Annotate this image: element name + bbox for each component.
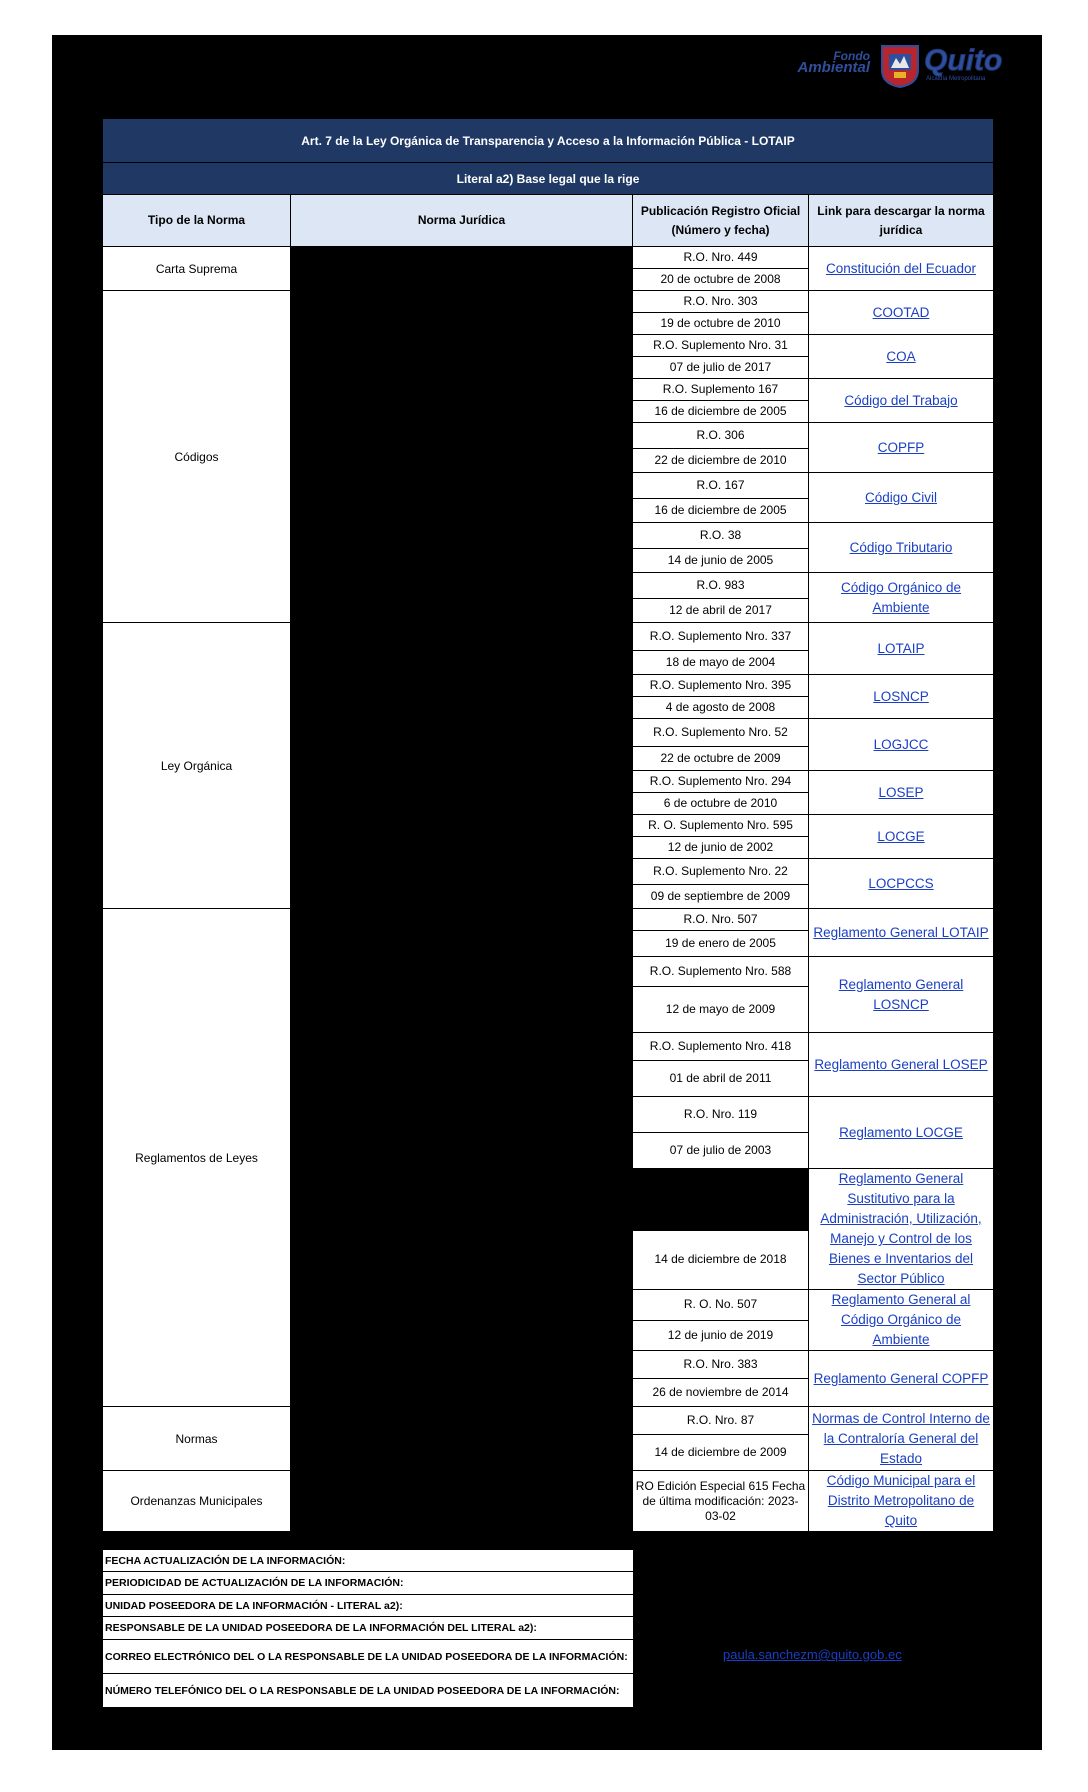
publicacion-cell: RO Edición Especial 615 Fecha de última modificación: 2023-03-02 — [633, 1471, 809, 1532]
fecha-publicacion-cell: 14 de diciembre de 2009 — [633, 1435, 809, 1471]
norma-download-link[interactable]: LOTAIP — [877, 640, 925, 656]
link-cell — [809, 291, 994, 335]
link-cell — [809, 623, 994, 675]
fecha-publicacion-cell: 14 de junio de 2005 — [633, 549, 809, 573]
norma-download-link[interactable]: Reglamento General COPFP — [813, 1370, 989, 1386]
fecha-publicacion-cell: 12 de junio de 2002 — [633, 837, 809, 859]
link-cell — [809, 1033, 994, 1097]
link-cell — [809, 379, 994, 423]
tipo-norma-cell: Códigos — [103, 291, 291, 623]
link-cell — [809, 1290, 994, 1351]
norma-download-link[interactable]: Código Municipal para el Distrito Metropolitano de Quito — [826, 1473, 976, 1528]
tipo-norma-cell: Reglamentos de Leyes — [103, 909, 291, 1407]
link-cell — [809, 719, 994, 771]
footer-telefono-label: NÚMERO TELEFÓNICO DEL O LA RESPONSABLE DE LA UNIDAD POSEEDORA DE LA INFORMACIÓN: — [103, 1674, 634, 1708]
fecha-publicacion-cell: 19 de octubre de 2010 — [633, 313, 809, 335]
fecha-publicacion-cell: 18 de mayo de 2004 — [633, 651, 809, 675]
norma-download-link[interactable]: Constitución del Ecuador — [825, 260, 977, 276]
fecha-publicacion-cell: 07 de julio de 2003 — [633, 1133, 809, 1169]
tipo-norma-cell: Ordenanzas Municipales — [103, 1471, 291, 1532]
column-header-tipo: Tipo de la Norma — [103, 195, 291, 247]
fecha-publicacion-cell: 07 de julio de 2017 — [633, 357, 809, 379]
responsable-email-link[interactable]: paula.sanchezm@quito.gob.ec — [723, 1647, 902, 1662]
footer-responsable-label: RESPONSABLE DE LA UNIDAD POSEEDORA DE LA INFORMACIÓN DEL LITERAL a2): — [103, 1617, 634, 1640]
footer-fecha-label: FECHA ACTUALIZACIÓN DE LA INFORMACIÓN: — [103, 1550, 634, 1572]
registro-oficial-cell: R.O. Suplemento Nro. 337 — [633, 623, 809, 651]
link-cell — [809, 859, 994, 909]
fecha-publicacion-cell: 16 de diciembre de 2005 — [633, 401, 809, 423]
column-header-publicacion: Publicación Registro Oficial (Número y fecha) — [633, 195, 809, 247]
norma-download-link[interactable]: LOSNCP — [873, 688, 929, 704]
column-header-link: Link para descargar la norma jurídica — [809, 195, 994, 247]
link-cell — [809, 473, 994, 523]
norma-download-link[interactable]: Código Tributario — [849, 539, 953, 555]
norma-download-link[interactable]: COA — [886, 348, 916, 364]
registro-oficial-cell: R.O. 167 — [633, 473, 809, 499]
fecha-publicacion-cell: 14 de diciembre de 2018 — [633, 1230, 809, 1289]
link-cell — [809, 771, 994, 815]
footer-periodicidad-label: PERIODICIDAD DE ACTUALIZACIÓN DE LA INFORMACIÓN: — [103, 1572, 634, 1595]
fecha-publicacion-cell: 09 de septiembre de 2009 — [633, 885, 809, 909]
registro-oficial-cell: R.O. Suplemento Nro. 31 — [633, 335, 809, 357]
norma-download-link[interactable]: Código del Trabajo — [844, 392, 958, 408]
link-cell — [809, 573, 994, 623]
norma-download-link[interactable]: Código Orgánico de Ambiente — [840, 579, 962, 615]
registro-oficial-cell: R.O. Suplemento Nro. 418 — [633, 1033, 809, 1061]
link-cell — [809, 1407, 994, 1471]
registro-oficial-cell: R.O. Nro. 507 — [633, 909, 809, 931]
registro-oficial-cell: R.O. Nro. 87 — [633, 1407, 809, 1435]
registro-oficial-cell: R.O. Nro. 303 — [633, 291, 809, 313]
registro-oficial-cell: R. O. No. 507 — [633, 1290, 809, 1321]
link-cell — [809, 675, 994, 719]
fecha-publicacion-cell: 16 de diciembre de 2005 — [633, 499, 809, 523]
fecha-publicacion-cell: 20 de octubre de 2008 — [633, 269, 809, 291]
table-subtitle: Literal a2) Base legal que la rige — [103, 163, 994, 195]
registro-oficial-cell: R.O. Suplemento Nro. 52 — [633, 719, 809, 747]
link-cell — [809, 1351, 994, 1407]
registro-oficial-cell: R.O. Suplemento Nro. 294 — [633, 771, 809, 793]
norma-download-link[interactable]: Normas de Control Interno de la Contraloría General del Estado — [812, 1410, 990, 1466]
footer-correo-label: CORREO ELECTRÓNICO DEL O LA RESPONSABLE DE LA UNIDAD POSEEDORA DE LA INFORMACIÓN: — [103, 1640, 634, 1674]
table-row — [103, 247, 994, 269]
norma-download-link[interactable]: Reglamento General LOSNCP — [838, 976, 964, 1012]
link-cell — [809, 247, 994, 291]
fecha-publicacion-cell: 19 de enero de 2005 — [633, 931, 809, 957]
tipo-norma-cell: Ley Orgánica — [103, 623, 291, 909]
logo-tagline: Alcaldía Metropolitana — [926, 76, 986, 82]
footer-info-table — [102, 1549, 634, 1708]
registro-oficial-cell: R.O. Suplemento 167 — [633, 379, 809, 401]
norma-download-link[interactable]: Reglamento LOCGE — [839, 1124, 963, 1140]
registro-oficial-cell: R.O. 983 — [633, 573, 809, 599]
norma-download-link[interactable]: COPFP — [877, 439, 925, 455]
registro-oficial-cell: R.O. Suplemento Nro. 22 — [633, 859, 809, 885]
fecha-publicacion-cell: 01 de abril de 2011 — [633, 1061, 809, 1097]
link-cell — [809, 957, 994, 1033]
fecha-publicacion-cell: 26 de noviembre de 2014 — [633, 1379, 809, 1407]
norma-download-link[interactable]: LOGJCC — [873, 736, 929, 752]
norma-download-link[interactable]: Reglamento General LOSEP — [814, 1056, 988, 1072]
fecha-publicacion-cell: 4 de agosto de 2008 — [633, 697, 809, 719]
fecha-publicacion-cell: 12 de junio de 2019 — [633, 1320, 809, 1351]
norma-download-link[interactable]: Reglamento General LOTAIP — [813, 924, 989, 940]
norma-download-link[interactable]: Reglamento General Sustitutivo para la Administración, Utilización, Manejo y Control de los Bienes e Inventarios del Sector Público — [820, 1171, 982, 1286]
norma-download-link[interactable]: Código Civil — [864, 489, 938, 505]
header-logo — [797, 44, 1038, 88]
registro-oficial-cell: R.O. Nro. 119 — [633, 1097, 809, 1133]
registro-oficial-cell — [633, 1169, 809, 1231]
base-legal-table — [102, 118, 994, 1532]
registro-oficial-cell: R. O. Suplemento Nro. 595 — [633, 815, 809, 837]
fecha-publicacion-cell: 12 de abril de 2017 — [633, 599, 809, 623]
fecha-publicacion-cell: 6 de octubre de 2010 — [633, 793, 809, 815]
registro-oficial-cell: R.O. Suplemento Nro. 395 — [633, 675, 809, 697]
fecha-publicacion-cell: 12 de mayo de 2009 — [633, 987, 809, 1033]
norma-download-link[interactable]: LOSEP — [878, 784, 924, 800]
norma-download-link[interactable]: Reglamento General al Código Orgánico de Ambiente — [831, 1292, 971, 1347]
fecha-publicacion-cell: 22 de diciembre de 2010 — [633, 449, 809, 473]
link-cell — [809, 423, 994, 473]
link-cell — [809, 523, 994, 573]
link-cell — [809, 909, 994, 957]
link-cell — [809, 1169, 994, 1290]
footer-unidad-label: UNIDAD POSEEDORA DE LA INFORMACIÓN - LITERAL a2): — [103, 1595, 634, 1617]
quito-shield-icon — [880, 44, 920, 88]
link-cell — [809, 1097, 994, 1169]
registro-oficial-cell: R.O. Nro. 449 — [633, 247, 809, 269]
link-cell — [809, 815, 994, 859]
tipo-norma-cell: Carta Suprema — [103, 247, 291, 291]
logo-fondo: Fondo — [833, 49, 870, 63]
table-title: Art. 7 de la Ley Orgánica de Transparencia y Acceso a la Información Pública - LOTAIP — [103, 119, 994, 163]
tipo-norma-cell: Normas — [103, 1407, 291, 1471]
registro-oficial-cell: R.O. Nro. 383 — [633, 1351, 809, 1379]
logo-ambiental: Ambiental — [797, 59, 870, 76]
column-header-norma: Norma Jurídica — [291, 195, 633, 247]
link-cell — [809, 335, 994, 379]
link-cell — [809, 1471, 994, 1532]
fondo-ambiental-logo — [797, 50, 870, 74]
fecha-publicacion-cell: 22 de octubre de 2009 — [633, 747, 809, 771]
registro-oficial-cell: R.O. Suplemento Nro. 588 — [633, 957, 809, 987]
logo-quito: Quito — [924, 44, 1003, 77]
norma-download-link[interactable]: LOCPCCS — [868, 875, 934, 891]
registro-oficial-cell: R.O. 38 — [633, 523, 809, 549]
norma-juridica-cell — [291, 247, 633, 1532]
registro-oficial-cell: R.O. 306 — [633, 423, 809, 449]
norma-download-link[interactable]: COOTAD — [872, 304, 930, 320]
norma-download-link[interactable]: LOCGE — [877, 828, 925, 844]
